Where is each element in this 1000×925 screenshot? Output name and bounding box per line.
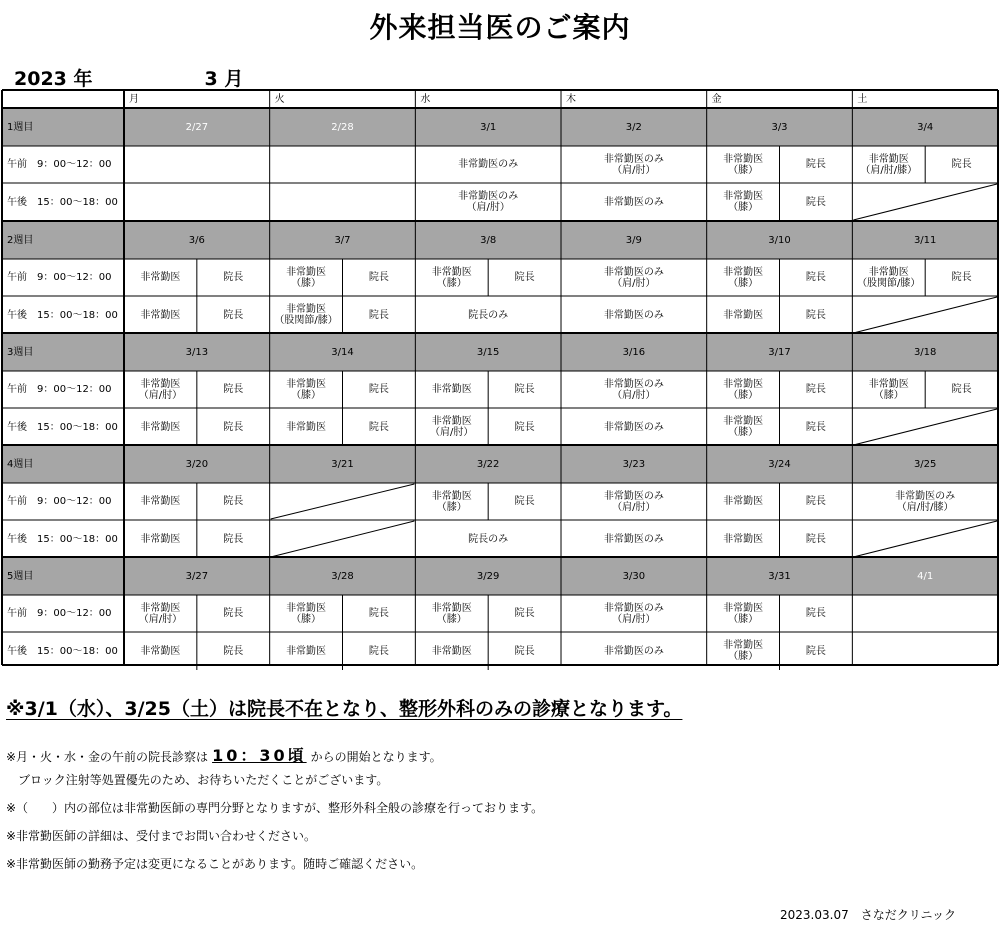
slot-label-am: 午前 9：00〜12：00 — [7, 384, 112, 395]
doctor-cell-part-time: 非常勤医 （膝） — [723, 153, 764, 176]
doctor-cell-director: 院長 — [223, 608, 244, 619]
doctor-cell-part-time: 非常勤医 — [286, 645, 327, 657]
doctor-cell: 院長のみ — [468, 533, 509, 545]
day-header-3: 木 — [566, 93, 576, 105]
date-cell: 3/17 — [768, 346, 791, 358]
footer-date-clinic: 2023.03.07 さなだクリニック — [780, 908, 956, 922]
day-header-4: 金 — [711, 93, 722, 105]
date-cell: 3/3 — [771, 121, 788, 133]
note-line-4: ※非常勤医師の詳細は、受付までお問い合わせください。 — [6, 829, 317, 843]
date-cell: 3/8 — [480, 234, 497, 246]
note-line-1 — [6, 743, 442, 766]
doctor-cell: 非常勤医のみ — [603, 421, 664, 433]
closed-diagonal — [271, 521, 415, 557]
doctor-cell-director: 院長 — [368, 309, 389, 321]
date-cell: 3/16 — [622, 346, 646, 358]
slot-label-pm: 午後 15：00〜18：00 — [7, 196, 118, 208]
doctor-cell-director: 院長 — [514, 421, 535, 433]
date-cell: 3/10 — [768, 234, 791, 246]
start-time-highlight: 10：30頃 — [212, 746, 307, 765]
slot-label-pm: 午後 15：00〜18：00 — [7, 645, 118, 657]
doctor-cell-part-time: 非常勤医 — [140, 496, 181, 507]
week-label: 2週目 — [7, 234, 34, 246]
doctor-cell-part-time: 非常勤医 （膝） — [286, 602, 327, 625]
doctor-cell: 非常勤医のみ — [603, 645, 664, 657]
doctor-cell: 非常勤医のみ （肩/肘） — [458, 191, 519, 213]
date-cell: 3/28 — [331, 570, 354, 582]
doctor-cell: 非常勤医のみ （肩/肘） — [603, 266, 664, 289]
doctor-cell: 院長のみ — [468, 309, 509, 321]
doctor-cell-part-time: 非常勤医 — [286, 421, 327, 433]
doctor-cell-director: 院長 — [368, 608, 389, 619]
doctor-cell-director: 院長 — [223, 272, 244, 283]
date-cell: 3/25 — [913, 458, 937, 470]
date-cell: 2/27 — [185, 121, 209, 133]
doctor-cell-part-time: 非常勤医 — [723, 496, 764, 507]
doctor-cell-part-time: 非常勤医 — [723, 533, 764, 545]
closed-diagonal — [853, 184, 997, 220]
week-label: 4週目 — [7, 458, 34, 470]
doctor-cell-part-time: 非常勤医 （肩/肘） — [138, 378, 183, 401]
doctor-cell-part-time: 非常勤医 （膝） — [868, 378, 909, 401]
doctor-cell-director: 院長 — [223, 309, 244, 321]
date-cell: 3/1 — [480, 121, 497, 133]
slot-label-pm: 午後 15：00〜18：00 — [7, 309, 118, 321]
doctor-cell-part-time: 非常勤医 （膝） — [723, 266, 764, 289]
doctor-cell: 非常勤医のみ — [458, 159, 519, 170]
doctor-cell-part-time: 非常勤医 （肩/肘） — [138, 602, 183, 625]
doctor-cell-director: 院長 — [514, 496, 535, 507]
date-cell: 4/1 — [917, 570, 934, 582]
doctor-cell-director: 院長 — [805, 159, 826, 170]
slot-label-pm: 午後 15：00〜18：00 — [7, 533, 118, 545]
doctor-cell: 非常勤医のみ （肩/肘） — [603, 602, 664, 625]
day-header-5: 土 — [857, 93, 868, 105]
page-title: 外来担当医のご案内 — [369, 11, 631, 44]
doctor-cell-director: 院長 — [805, 421, 826, 433]
closed-diagonal — [853, 521, 997, 557]
doctor-cell-director: 院長 — [951, 272, 972, 283]
day-header-2: 水 — [420, 93, 431, 105]
doctor-cell-director: 院長 — [223, 421, 244, 433]
doctor-cell-part-time: 非常勤医 （膝） — [431, 490, 472, 513]
doctor-cell-director: 院長 — [805, 533, 826, 545]
doctor-cell: 非常勤医のみ （肩/肘） — [603, 153, 664, 176]
doctor-cell-part-time: 非常勤医 （膝） — [723, 640, 764, 662]
date-cell: 3/2 — [625, 121, 642, 133]
day-header-1: 火 — [274, 93, 285, 105]
doctor-cell-part-time: 非常勤医 — [140, 272, 181, 283]
date-cell: 3/13 — [185, 346, 209, 358]
note-line-3: ※（ ）内の部位は非常勤医師の専門分野となりますが、整形外科全般の診療を行っております。 — [6, 801, 544, 815]
note-line-1-pre: ※月・火・水・金の午前の院長診察は — [6, 750, 209, 764]
doctor-cell-director: 院長 — [805, 196, 826, 208]
doctor-cell: 非常勤医のみ — [603, 533, 664, 545]
doctor-cell-part-time: 非常勤医 （膝） — [723, 416, 764, 438]
doctor-cell-director: 院長 — [223, 533, 244, 545]
date-cell: 3/9 — [625, 234, 642, 246]
doctor-cell-part-time: 非常勤医 （肩/肘） — [430, 416, 474, 438]
doctor-cell-part-time: 非常勤医 （股関節/膝） — [857, 266, 921, 289]
doctor-cell-director: 院長 — [951, 159, 972, 170]
date-cell: 3/15 — [476, 346, 500, 358]
slot-label-am: 午前 9：00〜12：00 — [7, 272, 112, 283]
doctor-cell-director: 院長 — [514, 608, 535, 619]
doctor-cell-director: 院長 — [368, 421, 389, 433]
doctor-cell-director: 院長 — [368, 272, 389, 283]
week-label: 5週目 — [7, 570, 34, 582]
note-line-5: ※非常勤医師の勤務予定は変更になることがあります。随時ご確認ください。 — [6, 857, 424, 871]
date-cell: 3/23 — [622, 458, 646, 470]
date-cell: 2/28 — [331, 121, 354, 133]
doctor-cell-part-time: 非常勤医 （膝） — [723, 191, 764, 213]
doctor-cell-director: 院長 — [805, 272, 826, 283]
doctor-cell: 非常勤医のみ （肩/肘/膝） — [895, 490, 956, 513]
doctor-cell-part-time: 非常勤医 （膝） — [431, 266, 472, 289]
slot-label-am: 午前 9：00〜12：00 — [7, 608, 112, 619]
doctor-cell-part-time: 非常勤医 — [140, 309, 181, 321]
slot-label-am: 午前 9：00〜12：00 — [7, 496, 112, 507]
date-cell: 3/22 — [476, 458, 500, 470]
doctor-cell-part-time: 非常勤医 — [140, 645, 181, 657]
closed-diagonal — [853, 409, 997, 445]
doctor-cell-director: 院長 — [223, 384, 244, 395]
doctor-cell-director: 院長 — [514, 384, 535, 395]
doctor-cell-part-time: 非常勤医 （股関節/膝） — [274, 304, 338, 326]
slot-label-am: 午前 9：00〜12：00 — [7, 159, 112, 170]
doctor-cell-part-time: 非常勤医 — [431, 384, 472, 395]
doctor-cell-director: 院長 — [514, 272, 535, 283]
doctor-cell: 非常勤医のみ （肩/肘） — [603, 378, 664, 401]
slot-label-pm: 午後 15：00〜18：00 — [7, 421, 118, 433]
doctor-cell-director: 院長 — [805, 384, 826, 395]
date-cell: 3/11 — [913, 234, 937, 246]
notice-text: ※3/1（水）、3/25（土）は院長不在となり、整形外科のみの診療となります。 — [6, 698, 683, 720]
doctor-cell-part-time: 非常勤医 （膝） — [723, 602, 764, 625]
date-cell: 3/31 — [768, 570, 791, 582]
week-label: 1週目 — [7, 121, 34, 133]
doctor-cell-part-time: 非常勤医 — [140, 533, 181, 545]
note-line-2: ブロック注射等処置優先のため、お待ちいただくことがございます。 — [6, 773, 389, 787]
doctor-cell-director: 院長 — [951, 384, 972, 395]
date-cell: 3/6 — [188, 234, 205, 246]
doctor-cell-director: 院長 — [805, 496, 826, 507]
doctor-cell-director: 院長 — [368, 384, 389, 395]
doctor-cell-part-time: 非常勤医 （膝） — [286, 266, 327, 289]
note-line-1-post: からの開始となります。 — [310, 750, 442, 764]
doctor-cell-director: 院長 — [805, 608, 826, 619]
date-cell: 3/18 — [913, 346, 937, 358]
doctor-cell-director: 院長 — [223, 496, 244, 507]
date-cell: 3/30 — [622, 570, 646, 582]
date-cell: 3/21 — [331, 458, 354, 470]
month-label: 3 月 — [204, 68, 244, 90]
doctor-cell: 非常勤医のみ （肩/肘） — [603, 490, 664, 513]
doctor-cell-part-time: 非常勤医 — [140, 421, 181, 433]
corner-cell — [2, 90, 124, 108]
doctor-cell-director: 院長 — [514, 645, 535, 657]
doctor-cell-part-time: 非常勤医 （肩/肘/膝） — [860, 153, 918, 176]
doctor-cell: 非常勤医のみ — [603, 196, 664, 208]
week-label: 3週目 — [7, 346, 34, 358]
date-cell: 3/20 — [185, 458, 209, 470]
closed-diagonal — [271, 484, 415, 519]
doctor-cell-part-time: 非常勤医 （膝） — [431, 602, 472, 625]
closed-diagonal — [853, 297, 997, 333]
date-cell: 3/7 — [334, 234, 351, 246]
doctor-cell-part-time: 非常勤医 — [723, 309, 764, 321]
date-cell: 3/24 — [768, 458, 791, 470]
date-cell: 3/29 — [476, 570, 500, 582]
date-cell: 3/14 — [331, 346, 354, 358]
doctor-cell-part-time: 非常勤医 （膝） — [286, 378, 327, 401]
year-label: 2023 年 — [14, 68, 93, 90]
doctor-cell-part-time: 非常勤医 （膝） — [723, 378, 764, 401]
doctor-cell-part-time: 非常勤医 — [431, 645, 472, 657]
doctor-cell: 非常勤医のみ — [603, 309, 664, 321]
date-cell: 3/4 — [917, 121, 934, 133]
doctor-cell-director: 院長 — [368, 645, 389, 657]
doctor-cell-director: 院長 — [805, 309, 826, 321]
date-cell: 3/27 — [185, 570, 209, 582]
day-header-0: 月 — [129, 93, 139, 105]
doctor-cell-director: 院長 — [223, 645, 244, 657]
doctor-cell-director: 院長 — [805, 645, 826, 657]
